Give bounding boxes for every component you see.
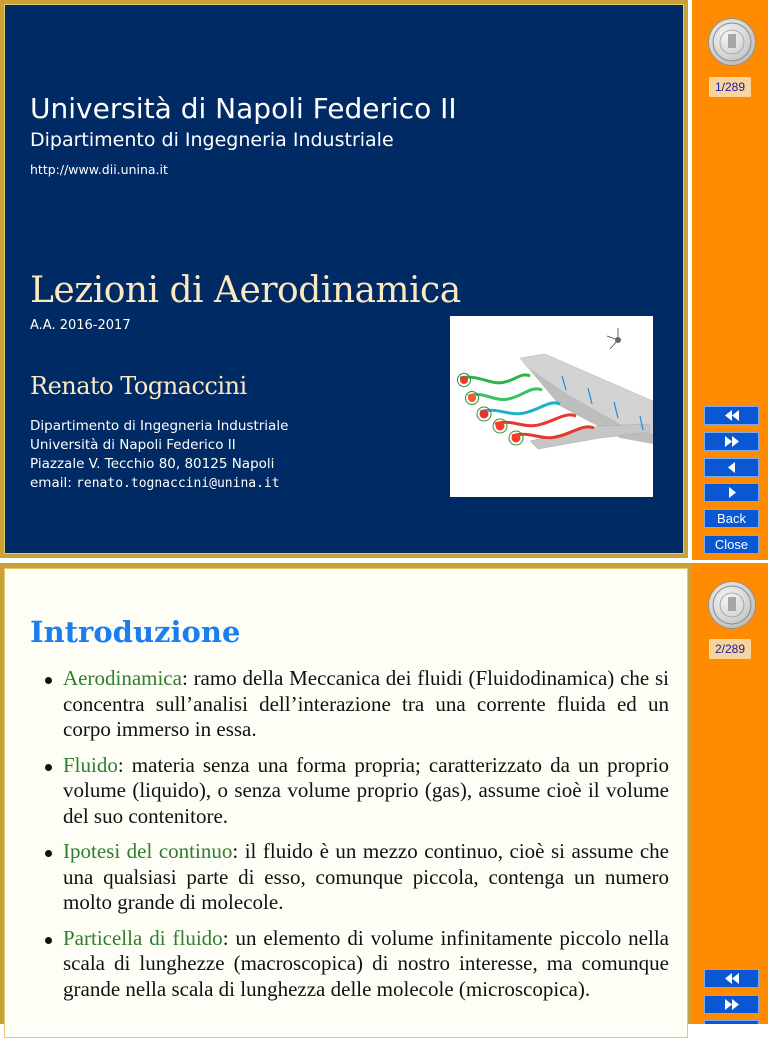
bullet-text: : ramo della Meccanica dei fluidi (Fluidodinamica) che si concentra sull’analisi dell’interazione tra una corrente fluida ed un corpo immerso in essa. <box>63 666 669 741</box>
double-right-arrow-icon <box>724 436 740 447</box>
address-line: Dipartimento di Ingegneria Industriale <box>30 418 289 434</box>
previous-page-button[interactable] <box>704 1020 759 1024</box>
wing-vortex-image <box>450 316 653 497</box>
department-url[interactable]: http://www.dii.unina.it <box>30 162 168 177</box>
academic-year: A.A. 2016-2017 <box>30 318 131 333</box>
bullet-item <box>43 753 669 830</box>
bullet-dot <box>45 764 52 771</box>
navigation-sidebar <box>692 0 768 1024</box>
department-name: Dipartimento di Ingegneria Industriale <box>30 129 394 151</box>
university-name: Università di Napoli Federico II <box>30 92 457 125</box>
bullet-text: : un elemento di volume infinitamente piccolo nella scala di lunghezze (macroscopica) di nostro interesse, ma comunque grande nella scala di lunghezza delle molecole (microscopica). <box>63 925 669 1001</box>
email-line <box>30 474 288 493</box>
lecture-title: Lezioni di Aerodinamica <box>30 270 461 311</box>
email-address[interactable]: renato.tognaccini@unina.it <box>76 476 280 491</box>
next-page-button[interactable] <box>704 483 759 502</box>
term-ipotesi-continuo: Ipotesi del continuo <box>63 839 233 863</box>
university-seal-icon <box>709 582 755 628</box>
page-counter: 1/289 <box>709 77 751 97</box>
term-fluido: Fluido <box>63 752 118 777</box>
close-button[interactable]: Close <box>704 535 759 554</box>
address-line: Piazzale V. Tecchio 80, 80125 Napoli <box>30 456 275 472</box>
term-particella-fluido: Particella di fluido <box>63 925 223 950</box>
author-name: Renato Tognaccini <box>30 372 247 400</box>
bullet-dot <box>45 850 52 857</box>
left-arrow-icon <box>727 462 737 473</box>
title-slide <box>4 4 684 554</box>
last-page-button[interactable] <box>704 995 759 1014</box>
bullet-item <box>43 839 669 916</box>
bullet-list <box>43 666 669 1012</box>
content-slide-frame <box>0 563 692 1024</box>
university-seal-icon <box>709 19 755 65</box>
title-slide-frame <box>0 0 688 558</box>
double-left-arrow-icon <box>724 973 740 984</box>
bullet-dot <box>45 677 52 684</box>
content-slide <box>4 568 688 1038</box>
first-page-button[interactable] <box>704 406 759 425</box>
section-title: Introduzione <box>30 615 241 649</box>
author-address <box>30 417 288 493</box>
back-button[interactable]: Back <box>704 509 759 528</box>
bullet-text: : materia senza una forma propria; caratterizzato da un proprio volume (liquido), o senza volume proprio (gas), assume cioè il volume del suo contenitore. <box>63 752 669 828</box>
bullet-item <box>43 926 669 1003</box>
right-arrow-icon <box>727 487 737 498</box>
bullet-item <box>43 666 669 743</box>
bullet-dot <box>45 937 52 944</box>
sidebar-divider <box>692 560 768 563</box>
first-page-button[interactable] <box>704 969 759 988</box>
address-line: Università di Napoli Federico II <box>30 437 236 453</box>
email-label: email: <box>30 475 72 491</box>
double-left-arrow-icon <box>724 410 740 421</box>
page-counter: 2/289 <box>709 639 751 659</box>
last-page-button[interactable] <box>704 432 759 451</box>
wing-vortex-figure <box>450 316 653 497</box>
bullet-text: : il fluido è un mezzo continuo, cioè si assume che una qualsiasi parte di esso, comunque piccola, contenga un numero molto grande di molecole. <box>63 839 669 914</box>
term-aerodinamica: Aerodinamica <box>63 666 182 690</box>
previous-page-button[interactable] <box>704 458 759 477</box>
double-right-arrow-icon <box>724 999 740 1010</box>
